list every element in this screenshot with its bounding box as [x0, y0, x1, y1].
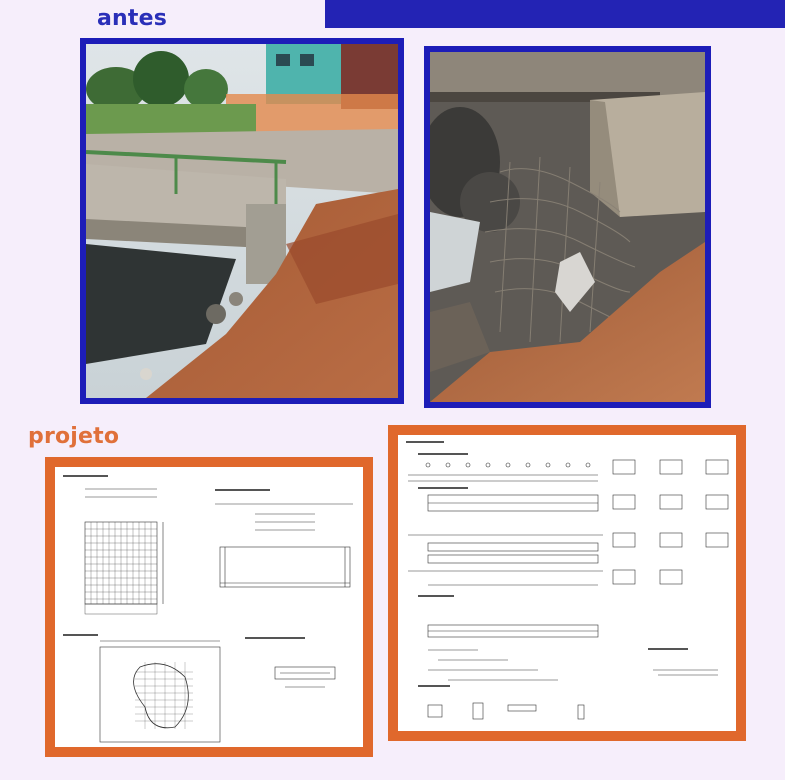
project-drawing-canal [45, 457, 373, 757]
beam-drawing-illustration [398, 435, 736, 731]
header-bar [325, 0, 785, 28]
before-photo-bridge [80, 38, 404, 404]
project-drawing-beam [388, 425, 746, 741]
project-heading: projeto [28, 424, 120, 449]
bridge-photo-illustration [86, 44, 398, 398]
before-photo-abutment [424, 46, 711, 408]
before-heading: antes [97, 6, 168, 31]
canal-drawing-illustration [55, 467, 363, 747]
abutment-photo-illustration [430, 52, 705, 402]
